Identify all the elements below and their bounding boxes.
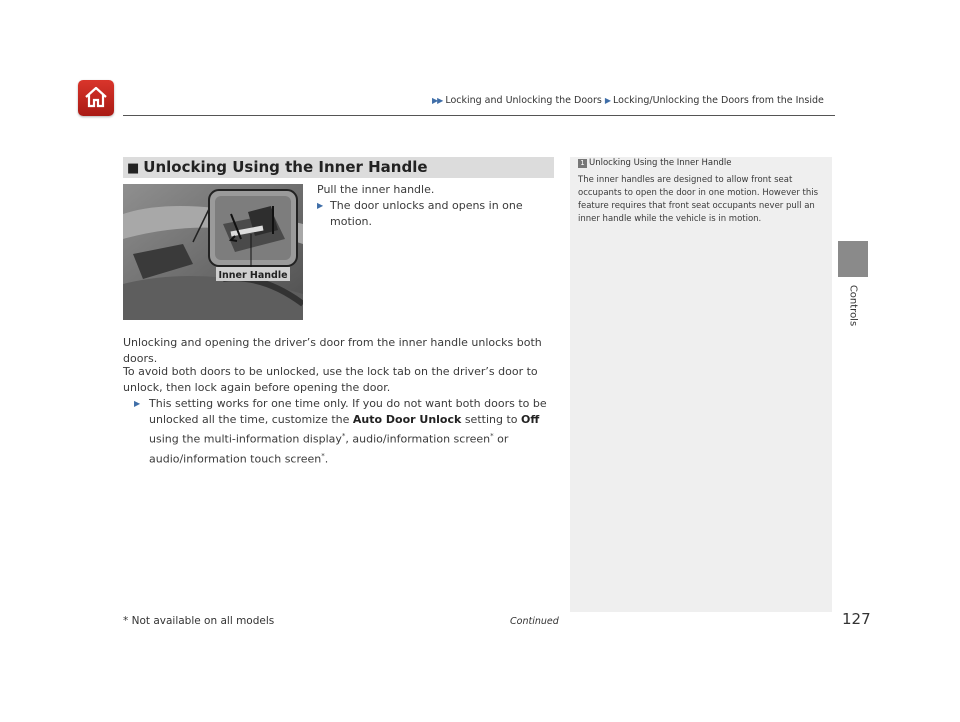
header-divider [123,115,835,116]
result-arrow-icon: ▶ [134,399,140,408]
inner-handle-illustration [123,184,303,320]
home-button[interactable] [78,80,114,116]
breadcrumb-item[interactable]: Locking and Unlocking the Doors [445,95,602,106]
breadcrumb-arrow-icon: ▶ [604,96,611,105]
continued-label: Continued [510,616,559,627]
paragraph: Unlocking and opening the driver’s door from the inner handle unlocks both doors. [123,336,542,365]
section-title: Unlocking Using the Inner Handle [143,158,428,176]
section-heading [123,157,554,178]
step-result: The door unlocks and opens in one motion. [330,199,523,228]
setting-value: Off [521,413,540,426]
breadcrumb [432,95,824,106]
paragraph: To avoid both doors to be unlocked, use the lock tab on the driver’s door to unlock, then lock again before opening the door. [123,365,538,394]
sidebar-text: The inner handles are designed to allow front seat occupants to open the door in one motion. However this feature requires that front seat occupants never pull an inner handle while the vehicle is in motion. [578,175,819,224]
result-arrow-icon: ▶ [317,201,323,210]
setting-name: Auto Door Unlock [352,413,462,426]
step-text: Pull the inner handle. [317,183,435,196]
page-number: 127 [842,610,871,628]
sidebar-title[interactable]: 1 Unlocking Using the Inner Handle [578,158,731,168]
instruction-step [317,182,547,230]
note-paragraph: ▶ This setting works for one time only. If you do not want both doors to be unlocked all the time, customize the Auto Door Unlock setting to Off using the multi-information display*, audio/information screen* or audio/information touch screen*. [134,397,547,466]
chapter-tab[interactable] [838,241,868,277]
section-marker-icon: ■ [127,161,140,176]
footnote: * Not available on all models [123,615,275,627]
home-icon [84,85,108,109]
callout-label: Inner Handle [218,270,288,281]
sidebar-number-badge: 1 [578,159,587,168]
chapter-tab-label: Controls [847,284,859,327]
breadcrumb-item[interactable]: Locking/Unlocking the Doors from the Inside [613,95,824,106]
breadcrumb-arrow-icon: ▶▶ [432,96,443,105]
sidebar-note [570,157,832,612]
